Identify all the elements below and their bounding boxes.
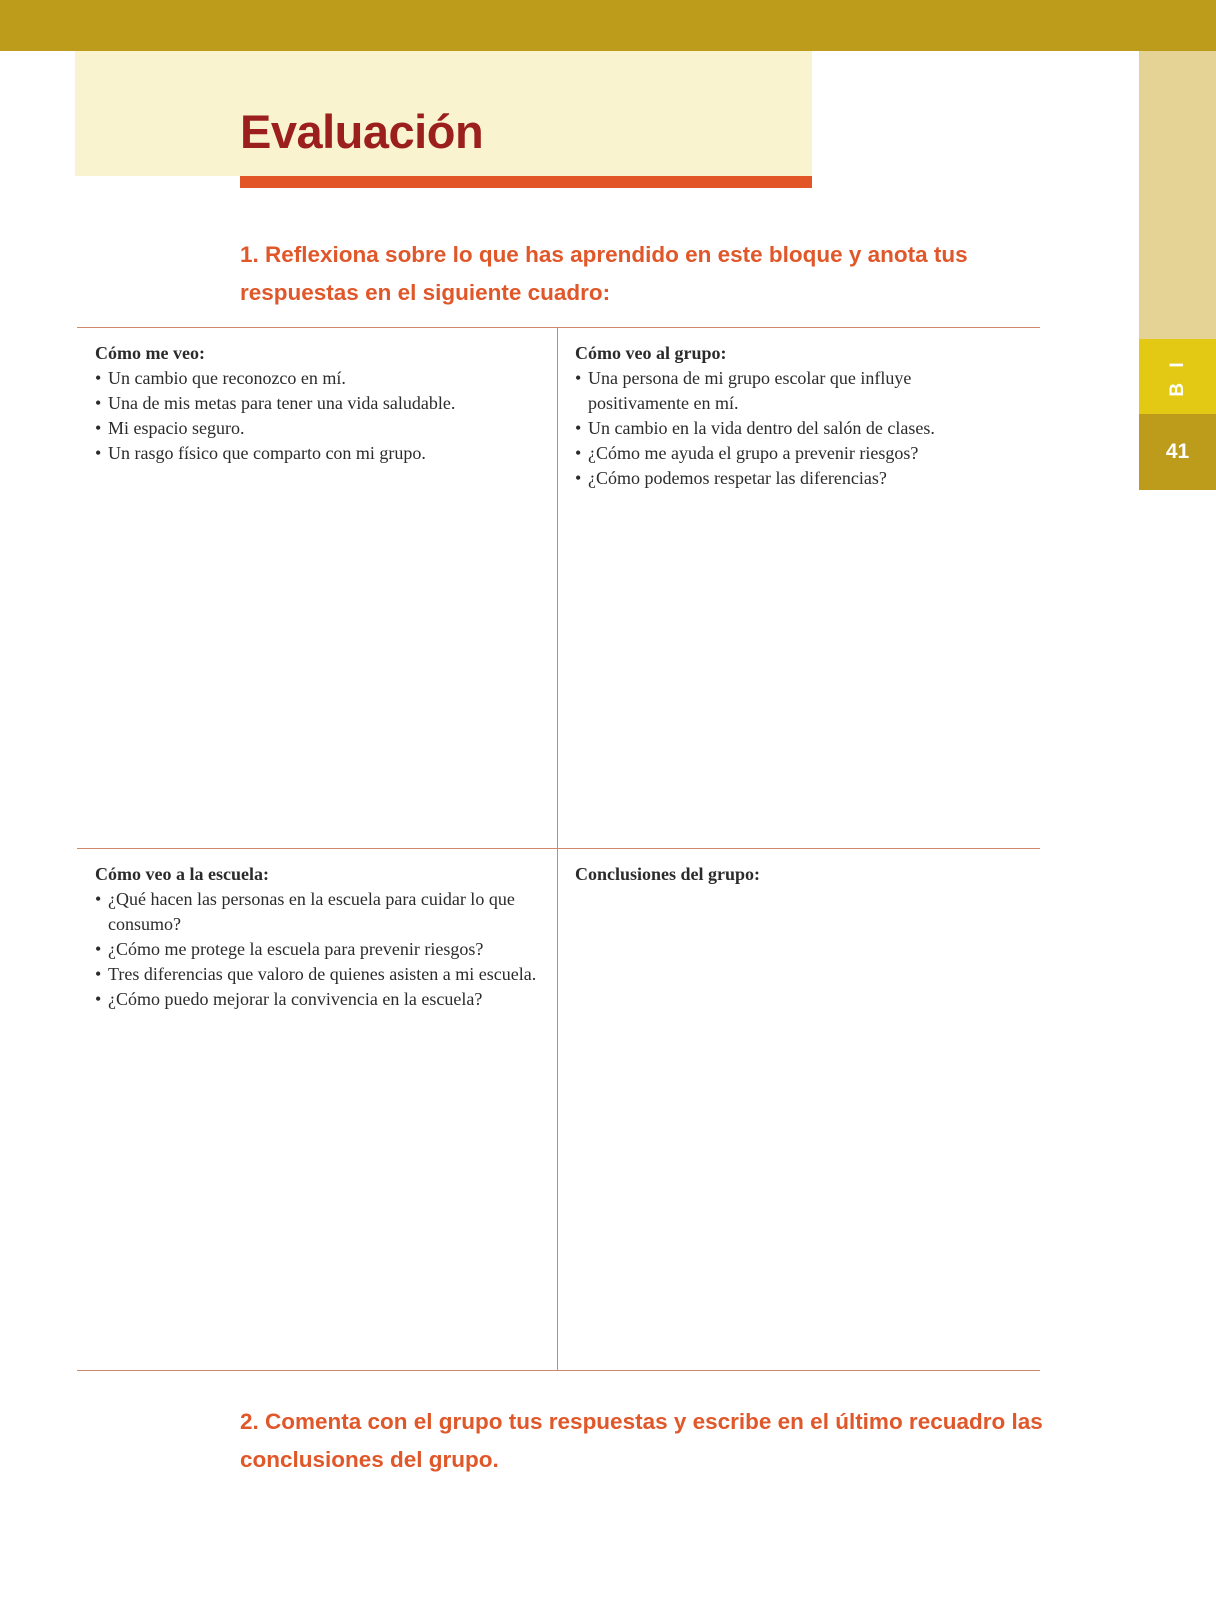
list-item: • Un rasgo físico que comparto con mi grupo. [95,441,545,466]
list-item: • Mi espacio seguro. [95,416,545,441]
cell-list [95,887,550,1012]
page-number: 41 [1139,414,1216,490]
list-item: • ¿Cómo me ayuda el grupo a prevenir riesgos? [575,441,1005,466]
cell-heading: Cómo me veo: [95,343,205,363]
list-item: • ¿Cómo puedo mejorar la convivencia en la escuela? [95,987,550,1012]
list-item: • Un cambio en la vida dentro del salón de clases. [575,416,1005,441]
cell-como-me-veo [95,341,545,466]
grid-bottom-rule [77,1370,1040,1371]
block-tab-label: B I [1166,356,1188,397]
page-title: Evaluación [240,105,484,158]
cell-como-veo-al-grupo [575,341,1005,491]
list-item: • Un cambio que reconozco en mí. [95,366,545,391]
list-item: • ¿Qué hacen las personas en la escuela para cuidar lo que consumo? [95,887,550,937]
block-tab [1139,339,1216,414]
cell-heading: Cómo veo a la escuela: [95,864,269,884]
cell-list [95,366,545,466]
top-band [0,0,1216,51]
grid-middle-rule [77,848,1040,849]
grid-top-rule [77,327,1040,328]
list-item: • Tres diferencias que valoro de quienes asisten a mi escuela. [95,962,550,987]
cell-heading: Cómo veo al grupo: [575,343,727,363]
title-underline [240,176,812,188]
list-item: • Una de mis metas para tener una vida saludable. [95,391,545,416]
cell-heading: Conclusiones del grupo: [575,864,761,884]
instruction-1: 1. Reflexiona sobre lo que has aprendido en este bloque y anota tus respuestas en el siguiente cuadro: [240,242,968,305]
list-item: • Una persona de mi grupo escolar que influye positivamente en mí. [575,366,1005,416]
cell-como-veo-a-la-escuela [95,862,550,1012]
side-strip [1139,51,1216,339]
grid-divider [557,327,558,1370]
cell-list [575,366,1005,491]
list-item: • ¿Cómo podemos respetar las diferencias? [575,466,1005,491]
cell-conclusiones[interactable] [575,862,1005,887]
list-item: • ¿Cómo me protege la escuela para prevenir riesgos? [95,937,550,962]
instruction-2: 2. Comenta con el grupo tus respuestas y escribe en el último recuadro las conclusiones del grupo. [240,1409,1043,1472]
